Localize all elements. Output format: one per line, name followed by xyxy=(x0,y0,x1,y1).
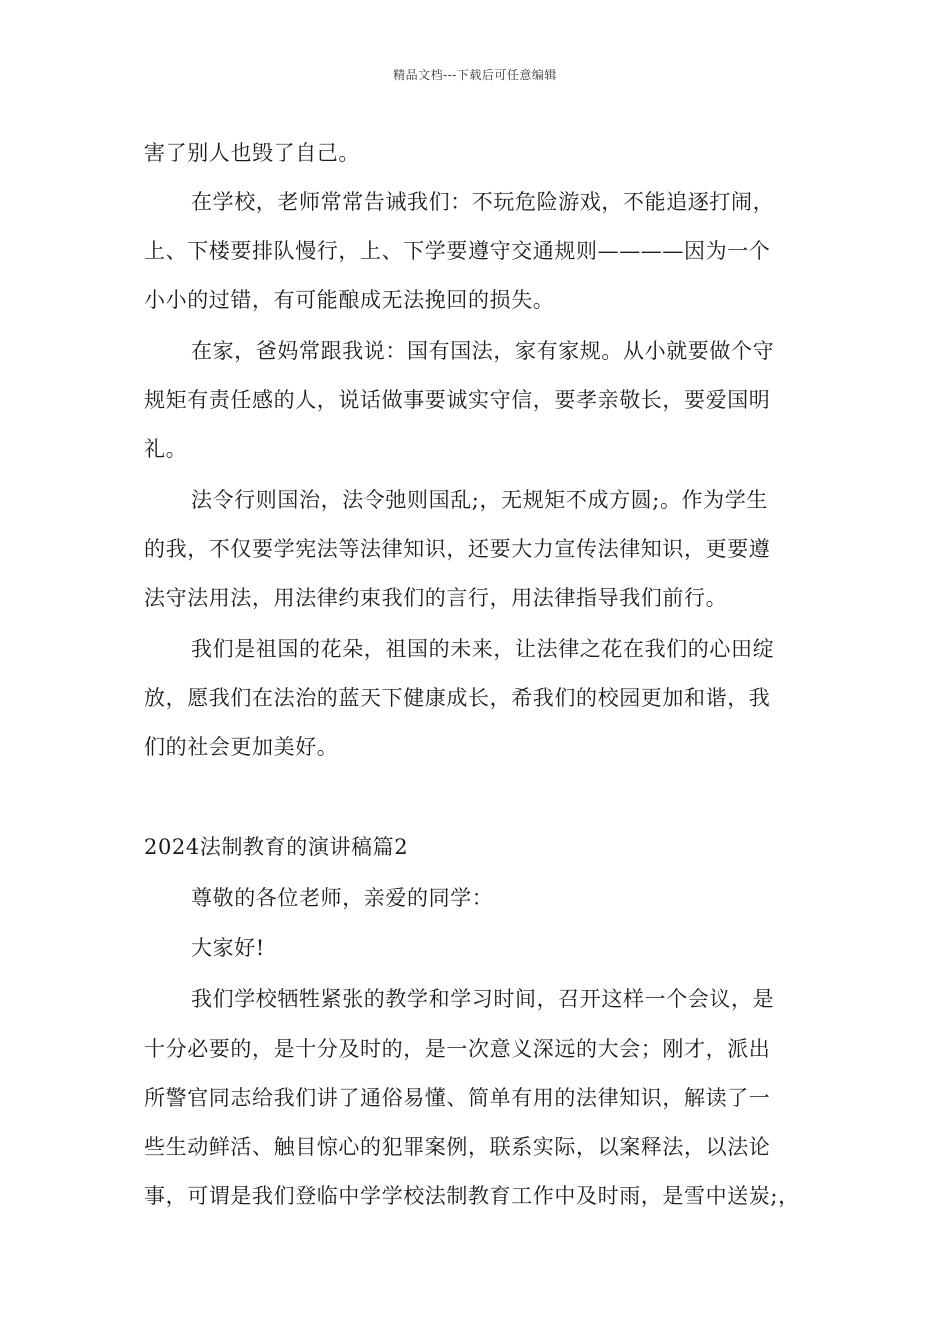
text-line: 的我，不仅要学宪法等法律知识，还要大力宣传法律知识，更要遵 xyxy=(144,537,771,561)
text-line: 事，可谓是我们登临中学学校法制教育工作中及时雨，是雪中送炭;， xyxy=(144,1184,800,1208)
section-title: 2024法制教育的演讲稿篇2 xyxy=(144,835,409,859)
text-line: 害了别人也毁了自己。 xyxy=(144,141,360,165)
paragraph-first-line: 法令行则国治，法令弛则国乱;，无规矩不成方圆;。作为学生 xyxy=(191,488,768,512)
paragraph-first-line: 在学校，老师常常告诫我们：不玩危险游戏，不能追逐打闹， xyxy=(191,190,775,214)
paragraph-first-line: 我们学校牺牲紧张的教学和学习时间，召开这样一个会议，是 xyxy=(191,987,775,1011)
paragraph-first-line: 在家，爸妈常跟我说：国有国法，家有家规。从小就要做个守 xyxy=(191,339,775,363)
text-line: 上、下楼要排队慢行，上、下学要遵守交通规则————因为一个 xyxy=(144,239,771,263)
text-line: 法守法用法，用法律约束我们的言行，用法律指导我们前行。 xyxy=(144,586,728,610)
text-line: 规矩有责任感的人，说话做事要诚实守信，要孝亲敬长，要爱国明 xyxy=(144,388,771,412)
paragraph-first-line: 我们是祖国的花朵，祖国的未来，让法律之花在我们的心田绽 xyxy=(191,637,775,661)
text-line: 十分必要的，是十分及时的，是一次意义深远的大会；刚才，派出 xyxy=(144,1037,771,1061)
text-line: 放，愿我们在法治的蓝天下健康成长，希我们的校园更加和谐，我 xyxy=(144,686,771,710)
page-header: 精品文档---下载后可任意编辑 xyxy=(393,68,557,82)
text-line: 些生动鲜活、触目惊心的犯罪案例，联系实际，以案释法，以法论 xyxy=(144,1135,771,1159)
text-line: 礼。 xyxy=(144,437,188,461)
text-line: 小小的过错，有可能酿成无法挽回的损失。 xyxy=(144,288,555,312)
text-line: 们的社会更加美好。 xyxy=(144,735,339,759)
text-line: 所警官同志给我们讲了通俗易懂、简单有用的法律知识，解读了一 xyxy=(144,1086,771,1110)
salutation: 尊敬的各位老师，亲爱的同学： xyxy=(191,886,494,910)
greeting: 大家好! xyxy=(191,936,265,960)
